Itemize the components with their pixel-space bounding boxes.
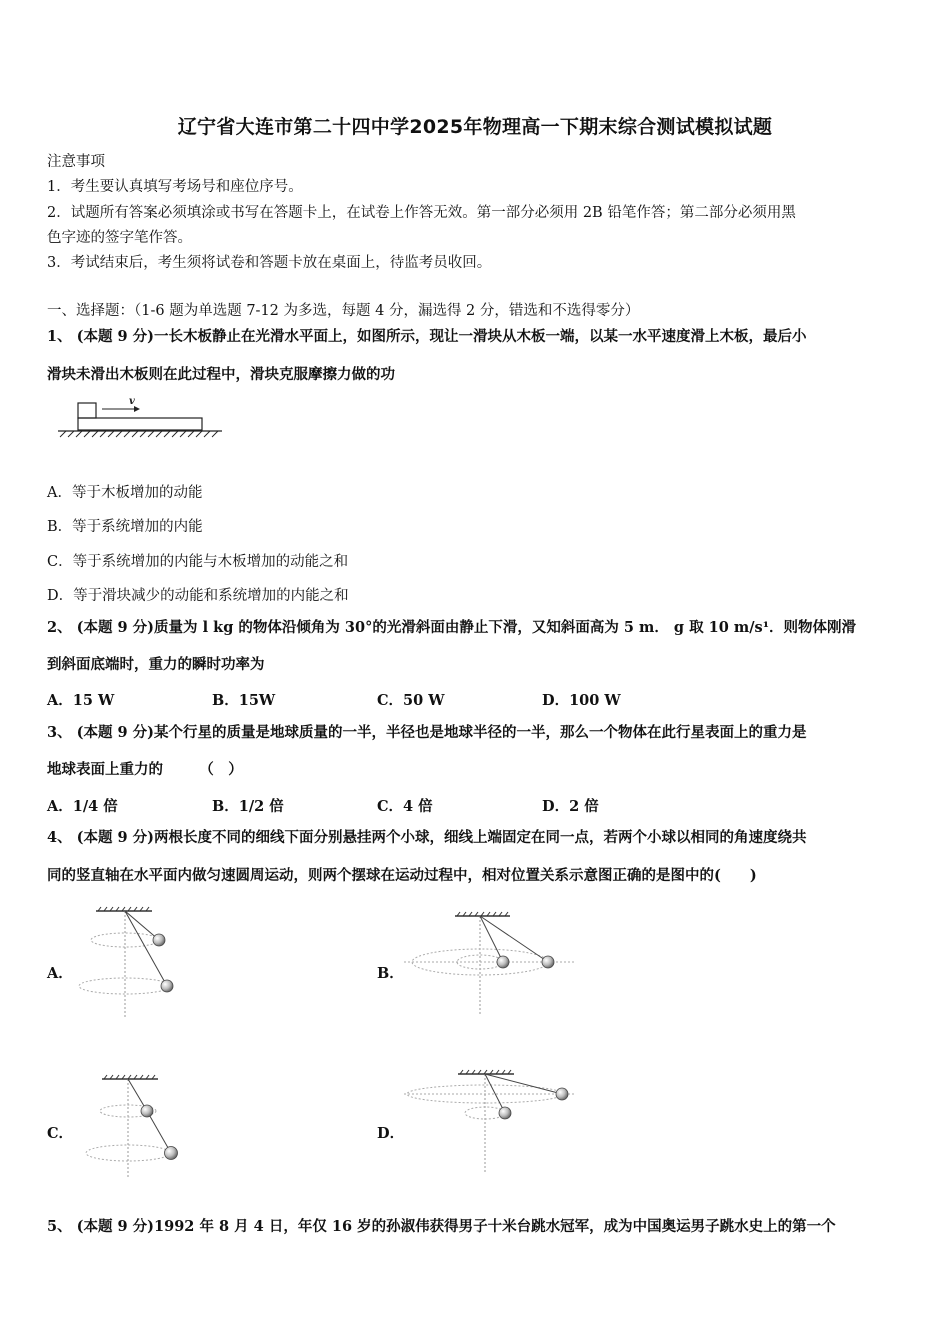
string: [480, 916, 503, 962]
ground-hatch: [60, 431, 218, 437]
option-label-a: A．: [47, 965, 73, 982]
velocity-label: v: [129, 396, 135, 407]
string: [125, 911, 159, 940]
option-label-b: B．: [377, 965, 404, 982]
pendulum-figure-d: [400, 1068, 580, 1178]
ball: [141, 1105, 153, 1117]
option-item: B．1/2 倍: [212, 798, 284, 815]
pendulum-figure-c: [80, 1073, 200, 1183]
velocity-arrow-head: [134, 406, 140, 412]
question-5-text: 5、 (本题 9 分)1992 年 8 月 4 日，年仅 16 岁的孙淑伟获得男子十米台跳水冠军，成为中国奥运男子跳水史上的第一个: [47, 1218, 836, 1235]
long-board: [78, 418, 202, 430]
string: [485, 1074, 562, 1094]
question-1-text: 1、 (本题 9 分)一长木板静止在光滑水平面上，如图所示，现让一滑块从木板一端，以某一水平速度滑上木板，最后小: [47, 328, 807, 345]
question-3-text: 地球表面上重力的 （ ）: [47, 761, 243, 778]
option-item: B．15W: [212, 692, 276, 709]
question-1-text: 滑块未滑出木板则在此过程中，滑块克服摩擦力做的功: [47, 366, 395, 383]
ceiling: [458, 1070, 514, 1074]
page-title: 辽宁省大连市第二十四中学2025年物理高一下期末综合测试模拟试题: [177, 116, 773, 138]
option-item: D．等于滑块减少的动能和系统增加的内能之和: [47, 588, 349, 604]
ceiling: [455, 912, 510, 916]
notes-item: 3．考试结束后，考生须将试卷和答题卡放在桌面上，待监考员收回。: [47, 255, 492, 271]
ceiling: [102, 1075, 158, 1079]
question-4-text: 同的竖直轴在水平面内做匀速圆周运动，则两个摆球在运动过程中，相对位置关系示意图正确的是图中的( ): [47, 867, 757, 884]
question-4-text: 4、 (本题 9 分)两根长度不同的细线下面分别悬挂两个小球，细线上端固定在同一点，若两个小球以相同的角速度绕共: [47, 829, 807, 846]
option-item: D．2 倍: [542, 798, 599, 815]
string: [125, 911, 167, 986]
notes-item: 2．试题所有答案必须填涂或书写在答题卡上，在试卷上作答无效。第一部分必须用 2B 铅笔作答；第二部分必须用黑: [47, 205, 796, 221]
section-heading: 一、选择题：（1-6 题为单选题 7-12 为多选，每题 4 分，漏选得 2 分，错选和不选得零分）: [47, 303, 640, 319]
ball: [499, 1107, 511, 1119]
ceiling: [96, 907, 152, 911]
slider-block: [78, 403, 96, 418]
option-item: C．等于系统增加的内能与木板增加的动能之和: [47, 554, 349, 570]
ball: [153, 934, 165, 946]
option-label-c: C．: [47, 1125, 74, 1142]
ball: [161, 980, 173, 992]
string: [480, 916, 548, 962]
option-item: A．1/4 倍: [47, 798, 118, 815]
pendulum-figure-a: [70, 905, 190, 1020]
ball: [542, 956, 554, 968]
option-item: C．4 倍: [377, 798, 433, 815]
question-2-text: 2、 (本题 9 分)质量为 l kg 的物体沿倾角为 30°的光滑斜面由静止下滑，又知斜面高为 5 m． g 取 10 m/s¹．则物体刚滑: [47, 619, 857, 636]
option-item: A．等于木板增加的动能: [47, 485, 203, 501]
option-label-d: D．: [377, 1125, 405, 1142]
pendulum-figure-b: [400, 910, 580, 1020]
notes-item: 色字迹的签字笔作答。: [47, 230, 192, 246]
notes-heading: 注意事项: [47, 154, 105, 170]
option-item: B．等于系统增加的内能: [47, 519, 203, 535]
option-item: A．15 W: [47, 692, 115, 709]
ball: [556, 1088, 568, 1100]
ball: [497, 956, 509, 968]
option-item: D．100 W: [542, 692, 621, 709]
ball: [165, 1147, 178, 1160]
notes-item: 1．考生要认真填写考场号和座位序号。: [47, 179, 303, 195]
question-2-text: 到斜面底端时，重力的瞬时功率为: [47, 656, 265, 673]
question-1-figure: [56, 395, 226, 445]
option-item: C．50 W: [377, 692, 445, 709]
question-3-text: 3、 (本题 9 分)某个行星的质量是地球质量的一半，半径也是地球半径的一半，那么一个物体在此行星表面上的重力是: [47, 724, 807, 741]
